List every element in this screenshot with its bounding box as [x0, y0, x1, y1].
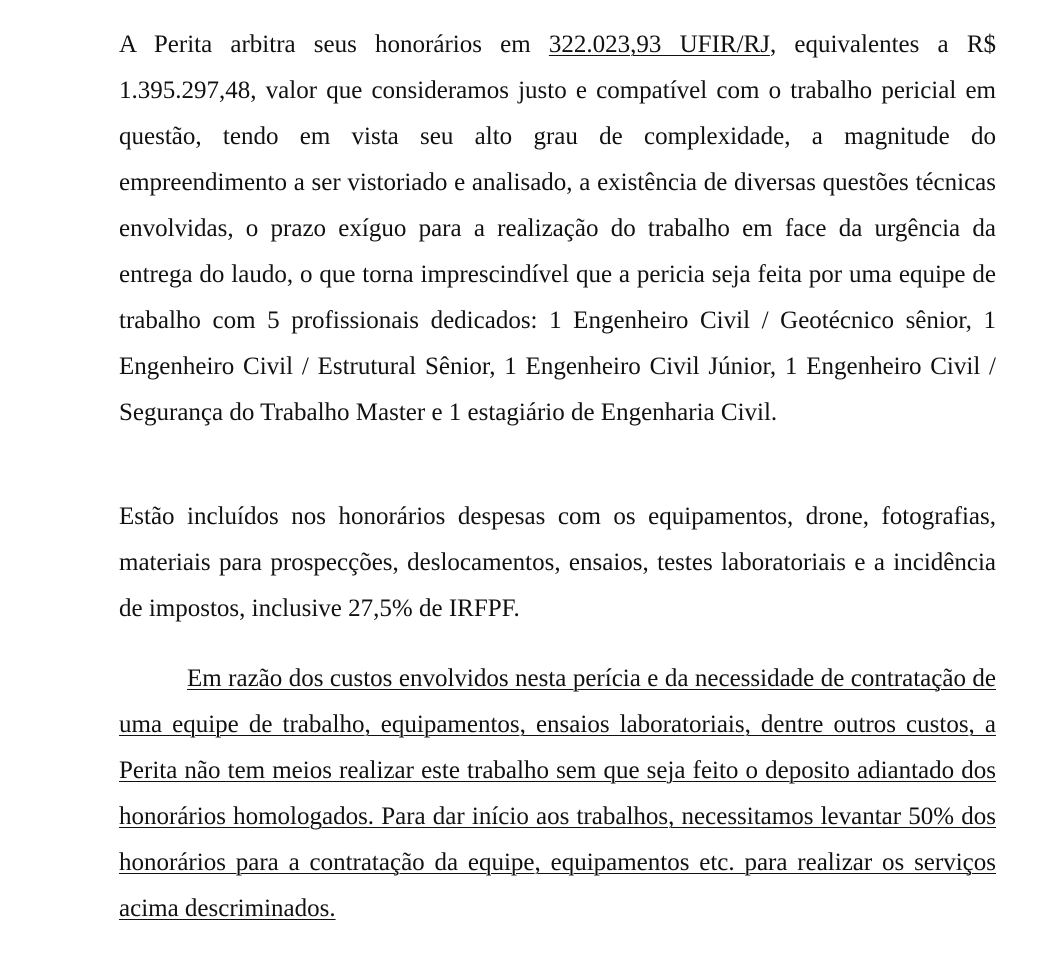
fee-paragraph	[119, 22, 996, 436]
fee-details-text: , equivalentes a R$ 1.395.297,48, valor que consideramos justo e compatível com o trabalho pericial em questão, tendo em vista seu alto grau de complexidade, a magnitude do empreendimento a ser vistoriado e analisado, a existência de diversas questões técnicas envolvidas, o prazo exíguo para a realização do trabalho em face da urgência da entrega do laudo, o que torna imprescindível que a pericia seja feita por uma equipe de trabalho com 5 profissionais dedicados: 1 Engenheiro Civil / Geotécnico sênior, 1 Engenheiro Civil / Estrutural Sênior, 1 Engenheiro Civil Júnior, 1 Engenheiro Civil / Segurança do Trabalho Master e 1 estagiário de Engenharia Civil.	[119, 31, 996, 426]
advance-deposit-paragraph: Em razão dos custos envolvidos nesta perícia e da necessidade de contratação de uma equipe de trabalho, equipamentos, ensaios laboratoriais, dentre outros custos, a Perita não tem meios realizar este trabalho sem que seja feito o deposito adiantado dos honorários homologados. Para dar início aos trabalhos, necessitamos levantar 50% dos honorários para a contratação da equipe, equipamentos etc. para realizar os serviços acima descriminados.	[119, 665, 996, 922]
included-expenses-paragraph: Estão incluídos nos honorários despesas com os equipamentos, drone, fotografias, materiais para prospecções, deslocamentos, ensaios, testes laboratoriais e a incidência de impostos, inclusive 27,5% de IRFPF.	[119, 503, 996, 622]
fee-intro-text: A Perita arbitra seus honorários em	[119, 31, 549, 58]
fee-amount-ufir: 322.023,93 UFIR/RJ	[548, 31, 770, 58]
